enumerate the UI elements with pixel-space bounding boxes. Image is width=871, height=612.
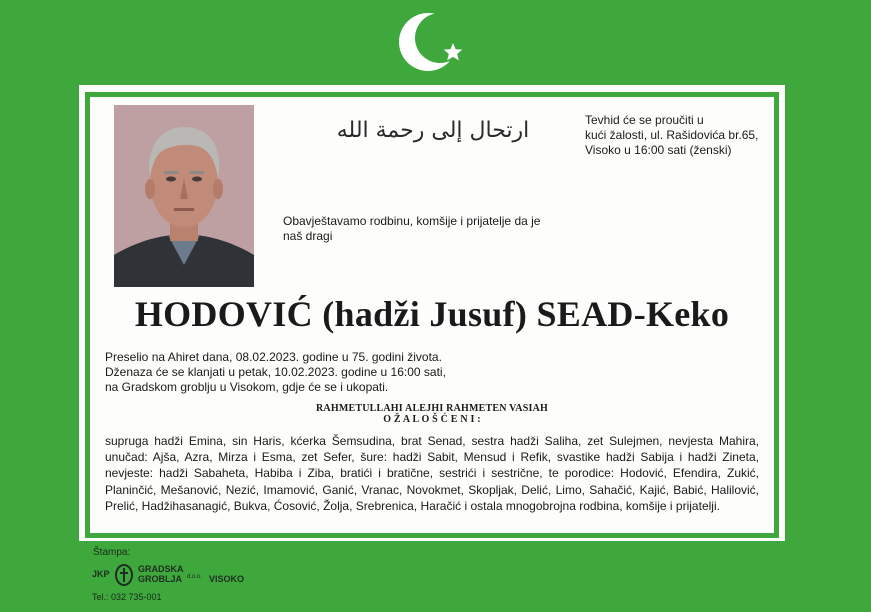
tevhid-notice: [585, 113, 775, 158]
calligraphy-text: ارتحال إلى رحمة الله: [336, 118, 530, 143]
crescent-shape: [399, 13, 457, 71]
logo-groblja: GROBLJA: [138, 574, 183, 584]
logo-doo: d.o.o.: [187, 574, 203, 580]
printer-logo: [92, 563, 262, 589]
portrait-photo: [114, 105, 254, 287]
logo-jkp: JKP: [92, 569, 110, 579]
deceased-name: HODOVIĆ (hadži Jusuf) SEAD-Keko: [134, 294, 730, 334]
printer-phone: Tel.: 032 735-001: [92, 592, 162, 602]
print-label: Štampa:: [93, 547, 131, 558]
intro-line-2: naš dragi: [283, 229, 333, 243]
logo-company-name: [138, 564, 184, 584]
announcement-intro: [283, 214, 553, 244]
crescent-star-icon: [392, 6, 472, 76]
mourners-list: supruga hadži Emina, sin Haris, kćerka Šemsudina, brat Senad, sestra hadži Saliha, zet Sulejmen, nevjesta Mahira, unučad: Ajša, Azra, Mirza i Esma, zet Sefer, šure: hadži Sabit, Mensud i Refik, svastike hadži Sabija i hadži Zineta, nevjeste: hadži Sabaheta, Habiba i Ziba, bratići i bratične, sestrići i sestrične, te porodice: Hodović, Efendira, Zukić, Planinčić, Mešanović, Nezić, Imamović, Ganić, Vranac, Novokmet, Skopljak, Delić, Limo, Sahačić, Kajić, Babić, Halilović, Prelić, Hadžihasanagić, Bukva, Ćosović, Žolja, Srebrenica, Haračić i ostala mnogobrojna rodbina, komšije i prijatelji.: [105, 434, 759, 513]
tevhid-line-3: Visoko u 16:00 sati (ženski): [585, 143, 732, 157]
mourners-heading: O Ž A L O Š Ć E N I :: [383, 414, 481, 425]
funeral-time-line: Dženaza će se klanjati u petak, 10.02.2023. godine u 16:00 sati,: [105, 365, 446, 379]
intro-line-1: Obavještavamo rodbinu, komšije i prijatelje da je: [283, 214, 541, 228]
arabic-calligraphy: [336, 107, 530, 151]
burial-place-line: na Gradskom groblju u Visokom, gdje će se i ukopati.: [105, 380, 389, 394]
rahmet-heading: [79, 403, 785, 425]
tevhid-line-2: kući žalosti, ul. Rašidovića br.65,: [585, 128, 759, 142]
rahmet-prayer: RAHMETULLAHI ALEJHI RAHMETEN VASIAH: [316, 403, 548, 414]
tevhid-line-1: Tevhid će se proučiti u: [585, 113, 704, 127]
death-date-line: Preselio na Ahiret dana, 08.02.2023. godine u 75. godini života.: [105, 350, 442, 364]
funeral-details: [105, 350, 446, 395]
logo-visoko: VISOKO: [209, 574, 245, 584]
gradska-groblja-logo-icon: [114, 563, 134, 587]
logo-gradska: GRADSKA: [138, 564, 184, 574]
obituary-card: [79, 85, 785, 541]
